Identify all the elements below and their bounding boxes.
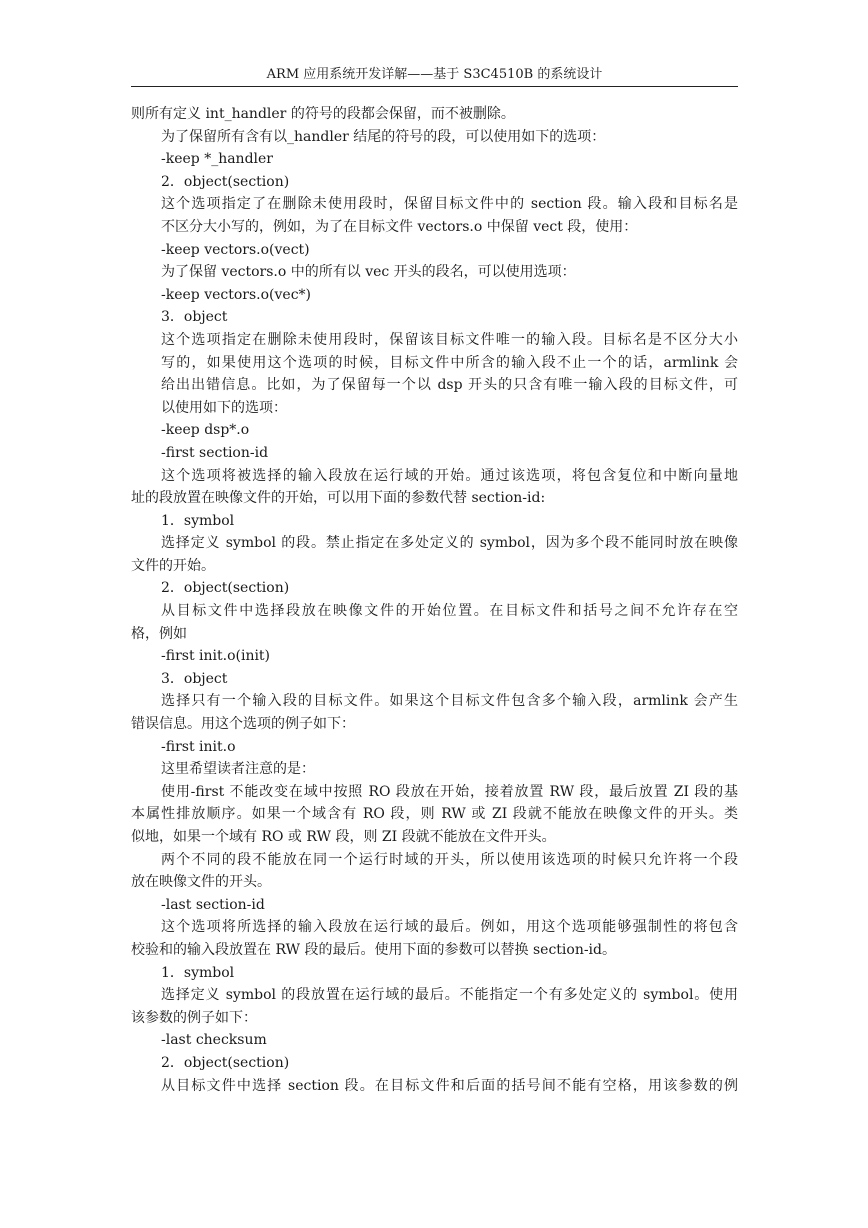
text-line: 2．object(section)	[161, 1054, 290, 1071]
text-line: 2．object(section)	[161, 580, 290, 597]
text-line: 为了保留所有含有以_handler 结尾的符号的段，可以使用如下的选项：	[161, 128, 606, 145]
text-line: 格，例如	[131, 625, 187, 642]
text-line: 则所有定义 int_handler 的符号的段都会保留，而不被删除。	[131, 106, 515, 122]
text-line: 选择定义 symbol 的段。禁止指定在多处定义的 symbol，因为多个段不能同时放在映像	[161, 535, 738, 552]
text-line: -first init.o	[161, 738, 236, 755]
text-line: 2．object(section)	[161, 173, 290, 190]
text-line: 文件的开始。	[131, 557, 215, 574]
text-line: 这里希望读者注意的是：	[161, 761, 315, 778]
text-line: 不区分大小写的，例如，为了在目标文件 vectors.o 中保留 vect 段，使用：	[161, 218, 638, 235]
text-line: 从目标文件中选择段放在映像文件的开始位置。在目标文件和括号之间不允许存在空	[161, 603, 738, 620]
text-line: -last checksum	[161, 1032, 267, 1049]
text-line: 1．symbol	[161, 512, 235, 529]
running-header: ARM 应用系统开发详解——基于 S3C4510B 的系统设计	[266, 67, 603, 82]
text-line: 3．object	[161, 670, 228, 687]
text-line: 校验和的输入段放置在 RW 段的最后。使用下面的参数可以替换 section-id。	[131, 941, 617, 958]
text-line: 写的，如果使用这个选项的时候，目标文件中所含的输入段不止一个的话，armlink 会	[161, 354, 738, 371]
text-line: 选择定义 symbol 的段放置在运行域的最后。不能指定一个有多处定义的 symbol。使用	[161, 987, 738, 1004]
text-line: 这个选项将所选择的输入段放在运行域的最后。例如，用这个选项能够强制性的将包含	[161, 919, 738, 936]
text-line: 以使用如下的选项：	[161, 399, 287, 416]
text-line: -keep vectors.o(vec*)	[161, 286, 312, 303]
text-line: 从目标文件中选择 section 段。在目标文件和后面的括号间不能有空格，用该参数的例	[161, 1077, 738, 1094]
text-line: 似地，如果一个域有 RO 或 RW 段，则 ZI 段就不能放在文件开头。	[131, 829, 556, 845]
text-line: 错误信息。用这个选项的例子如下：	[131, 716, 355, 733]
text-line: 这个选项指定在删除未使用段时，保留该目标文件唯一的输入段。目标名是不区分大小	[161, 331, 738, 348]
text-line: -first init.o(init)	[161, 648, 271, 665]
page-body	[131, 103, 738, 1097]
text-line: 址的段放置在映像文件的开始，可以用下面的参数代替 section-id:	[131, 490, 546, 507]
text-line: -first section-id	[161, 444, 269, 461]
text-line: 1．symbol	[161, 964, 235, 981]
text-line: 该参数的例子如下：	[131, 1009, 257, 1026]
text-line: 使用-first 不能改变在域中按照 RO 段放在开始，接着放置 RW 段，最后放置 ZI 段的基	[161, 783, 738, 800]
text-line: 选择只有一个输入段的目标文件。如果这个目标文件包含多个输入段，armlink 会产生	[161, 693, 738, 710]
text-line: -keep dsp*.o	[161, 422, 250, 439]
text-line: 3．object	[161, 309, 228, 326]
text-line: -last section-id	[161, 896, 265, 913]
text-line: 这个选项将被选择的输入段放在运行域的开始。通过该选项，将包含复位和中断向量地	[161, 467, 738, 484]
text-line: 放在映像文件的开头。	[131, 874, 271, 891]
text-line: 为了保留 vectors.o 中的所有以 vec 开头的段名，可以使用选项：	[161, 264, 576, 281]
text-line: 给出出错信息。比如，为了保留每一个以 dsp 开头的只含有唯一输入段的目标文件，可	[161, 377, 738, 394]
text-line: 本属性排放顺序。如果一个域含有 RO 段，则 RW 或 ZI 段就不能放在映像文件的开头。类	[131, 806, 738, 823]
text-line: -keep vectors.o(vect)	[161, 241, 310, 258]
header-rule	[131, 86, 738, 87]
text-line: -keep *_handler	[161, 151, 273, 168]
text-line: 两个不同的段不能放在同一个运行时域的开头，所以使用该选项的时候只允许将一个段	[161, 851, 738, 868]
text-line: 这个选项指定了在删除未使用段时，保留目标文件中的 section 段。输入段和目标名是	[161, 196, 738, 213]
